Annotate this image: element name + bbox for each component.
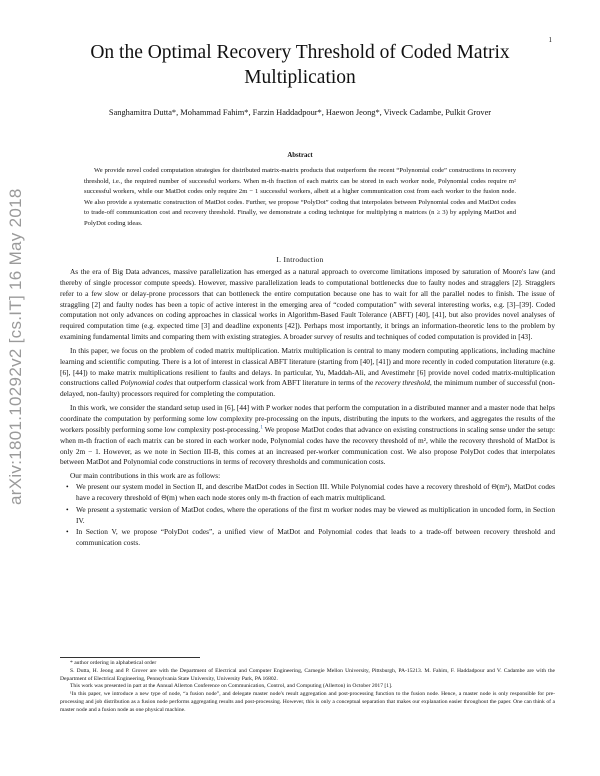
author-list: Sanghamitra Dutta*, Mohammad Fahim*, Farzin Haddadpour*, Haewon Jeong*, Viveck Cadambe, Pulkit Grover bbox=[108, 108, 492, 117]
paper-title: On the Optimal Recovery Threshold of Coded Matrix Multiplication bbox=[90, 42, 510, 88]
paragraph-3-part-a: In this work, we consider the standard setup used in [6], [44] with P worker nodes that perform the computation in a distributed manner and a master node that helps coordinate the computation by performing some low complexity pre-processing on the inputs, distributing the inputs to the workers, and aggregates the results of the workers possibly performing some low complexity post-processing. bbox=[60, 403, 555, 434]
footnote-divider bbox=[60, 657, 200, 658]
polynomial-codes-term: Polynomial codes bbox=[120, 378, 173, 388]
paragraph-2-part-a: In this paper, we focus on the problem of coded matrix multiplication. Matrix multiplication is central to many modern computing applications, including machine learning and scientific computing. There is a lot of interest in classical ABFT literature (starting from [40], [41]) and more recently in coded computation literature (e.g. [6], [44]) to make matrix multiplications resilient to faults and delays. In particular, Yu, Maddah-Ali, and Avestimehr [6] provide novel coded matrix-multiplication constructions called bbox=[60, 345, 555, 388]
footnote-marker[interactable]: 1 bbox=[260, 425, 263, 431]
section-heading-introduction: I. Introduction bbox=[276, 255, 324, 264]
paragraph-4: Our main contributions in this work are as follows: bbox=[70, 471, 221, 481]
abstract-text: We provide novel coded computation strategies for distributed matrix-matrix products that outperform the recent “Polynomial code” constructions in recovery threshold, i.e., the required number of successful workers. When m-th fraction of each matrix can be stored in each worker node, Polynomial codes require m² successful workers, while our MatDot codes only require 2m − 1 successful workers, albeit at a higher communication cost from each worker to the fusion node. We also provide a systematic construction of MatDot codes. Further, we propose “PolyDot” coding that interpolates between Polynomial codes and MatDot codes to trade-off communication cost and recovery threshold. Finally, we demonstrate a coding technique for multiplying n matrices (n ≥ 3) by applying MatDot and PolyDot coding ideas. bbox=[84, 167, 516, 227]
page-number: 1 bbox=[548, 36, 552, 44]
recovery-threshold-term: recovery threshold bbox=[375, 378, 430, 388]
paragraph-2-part-c: , the minimum number of successful (non-delayed, non-faulty) processors required for completing the computation. bbox=[60, 378, 555, 399]
abstract-heading: Abstract bbox=[287, 152, 313, 159]
paragraph-2 bbox=[60, 346, 555, 400]
footnote: ¹In this paper, we introduce a new type of node, “a fusion node”, and delegate master node's result aggregation and post-processing function to the fusion node. Hence, a master node is only responsible for pre-processing and job distribution as a fusion node performs aggregating results and post-processing. However, this is only a conceptual separation that makes our explanation easier throughout the paper. One can think of a master node and a fusion node as one physical machine. bbox=[60, 691, 555, 713]
paragraph-3 bbox=[60, 403, 555, 468]
paragraph-1: As the era of Big Data advances, massive parallelization has emerged as a natural approach to overcome limitations imposed by saturation of Moore's law (and thereby of single processor compute speeds). However, massive parallelization leads to computational bottlenecks due to faulty nodes and stragglers [2]. Stragglers refer to a few slow or delay-prone processors that can bottleneck the entire computation because one has to wait for all the parallel nodes to finish. The issue of straggling [2] and faulty nodes has been a topic of active interest in the emerging area of “coded computation” with several interesting works, e.g. [3]–[39]. Coded computation not only advances on coding approaches in classical works in Algorithm-Based Fault Tolerance (ABFT) [40], [41], but also provides novel analyses of required computation time (e.g. expected time [3] and deadline exponents [42]). Perhaps most importantly, it brings an information-theoretic lens to the problem by examining fundamental limits and comparing them with existing strategies. A broader survey of results and techniques of coded computation is provided in [43]. bbox=[60, 267, 555, 342]
footnote: S. Dutta, H. Jeong and P. Grover are with the Department of Electrical and Computer Engineering, Carnegie Mellon University, Pittsburgh, PA-15213. M. Fahim, F. Haddadpour and V. Cadambe are with the Department of Electrical Engineering, Pennsylvania State University, University Park, PA 16802. bbox=[60, 667, 555, 682]
list-item: • In Section V, we propose “PolyDot codes”, a unified view of MatDot and Polynomial codes that leads to a trade-off between recovery threshold and communication costs. bbox=[76, 527, 555, 549]
footnote: This work was presented in part at the Annual Allerton Conference on Communication, Control, and Computing (Allerton) in October 2017 [1]. bbox=[70, 683, 393, 690]
paragraph-3-part-b: We propose MatDot codes that advance on existing constructions in scaling sense under the setup: when m-th fraction of each matrix can be stored in each worker node, Polynomial codes have the recovery threshold of m², while the recovery threshold of MatDot is only 2m − 1. However, as we note in Section III-B, this comes at an increased per-worker communication cost. We also propose PolyDot codes that interpolates between MatDot and Polynomial code constructions in terms of recovery thresholds and communication costs. bbox=[60, 424, 555, 467]
arxiv-stamp: arXiv:1801.10292v2 [cs.IT] 16 May 2018 bbox=[6, 188, 25, 505]
list-item: • We present our system model in Section II, and describe MatDot codes in Section III. While Polynomial codes have a recovery threshold of Θ(m²), MatDot codes have a recovery threshold of Θ(m) when each node stores only m-th fraction of each matrix multiplicand. bbox=[76, 482, 555, 504]
contributions-list bbox=[60, 482, 555, 549]
footnote: * author ordering in alphabetical order bbox=[70, 660, 157, 666]
paragraph-2-part-b: that outperform classical work from ABFT literature in terms of the bbox=[172, 378, 376, 388]
body-text bbox=[60, 267, 555, 550]
footnotes bbox=[60, 660, 555, 715]
list-item: • We present a systematic version of MatDot codes, where the operations of the first m worker nodes may be viewed as multiplication in uncoded form, in Section IV. bbox=[76, 505, 555, 527]
